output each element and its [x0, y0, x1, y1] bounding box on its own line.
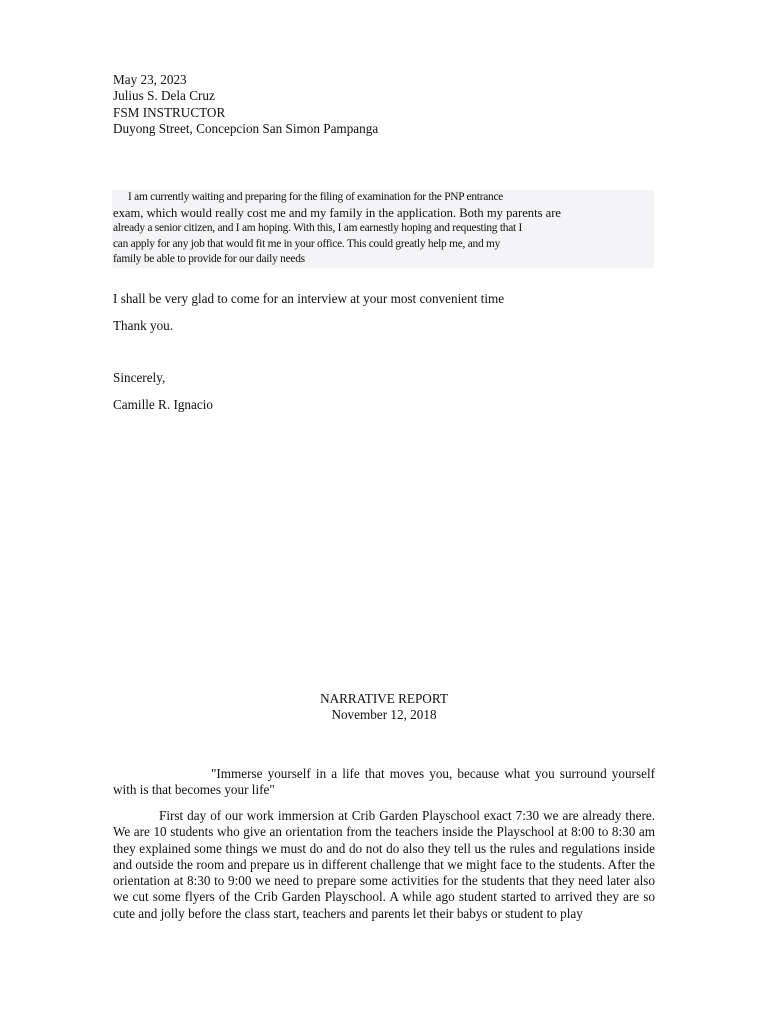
report-quote: "Immerse yourself in a life that moves you, because what you surround yourself with is that becomes your life": [113, 766, 655, 798]
letter-body-line: exam, which would really cost me and my family in the application. Both my parents are: [112, 206, 654, 222]
letter-body-line: family be able to provide for our daily needs: [112, 252, 654, 268]
letter-header: [113, 72, 378, 137]
closing-line: Sincerely,: [113, 370, 166, 385]
report-date: November 12, 2018: [331, 707, 437, 722]
report-title: NARRATIVE REPORT: [320, 691, 448, 706]
report-paragraph: First day of our work immersion at Crib Garden Playschool exact 7:30 we are already there. We are 10 students who give an orientation from the teachers inside the Playschool at 8:00 to 8:30 am they explained some things we must do and do not do also they tell us the rules and regulations inside and outside the room and prepare us in different challenge that we might face to the students. After the orientation at 8:30 to 9:00 we need to prepare some activities for the students that they need later also we cut some flyers of the Crib Garden Playschool. A while ago student started to arrived they are so cute and jolly before the class start, teachers and parents let their babys or student to play: [113, 808, 655, 921]
letter-body-paragraph: [112, 190, 654, 268]
letter-body-line: I am currently waiting and preparing for the filing of examination for the PNP entrance: [112, 190, 654, 206]
thank-you-line: Thank you.: [113, 318, 174, 333]
letter-body-line: already a senior citizen, and I am hoping. With this, I am earnestly hoping and requesting that I: [112, 221, 654, 237]
interview-line: I shall be very glad to come for an interview at your most convenient time: [113, 291, 505, 306]
recipient-address: Duyong Street, Concepcion San Simon Pampanga: [113, 120, 379, 136]
letter-body-line: can apply for any job that would fit me in your office. This could greatly help me, and my: [112, 237, 654, 253]
letter-date: May 23, 2023: [113, 72, 187, 87]
signature-name: Camille R. Ignacio: [113, 397, 213, 412]
recipient-title: FSM INSTRUCTOR: [113, 104, 226, 120]
recipient-name: Julius S. Dela Cruz: [113, 88, 215, 104]
